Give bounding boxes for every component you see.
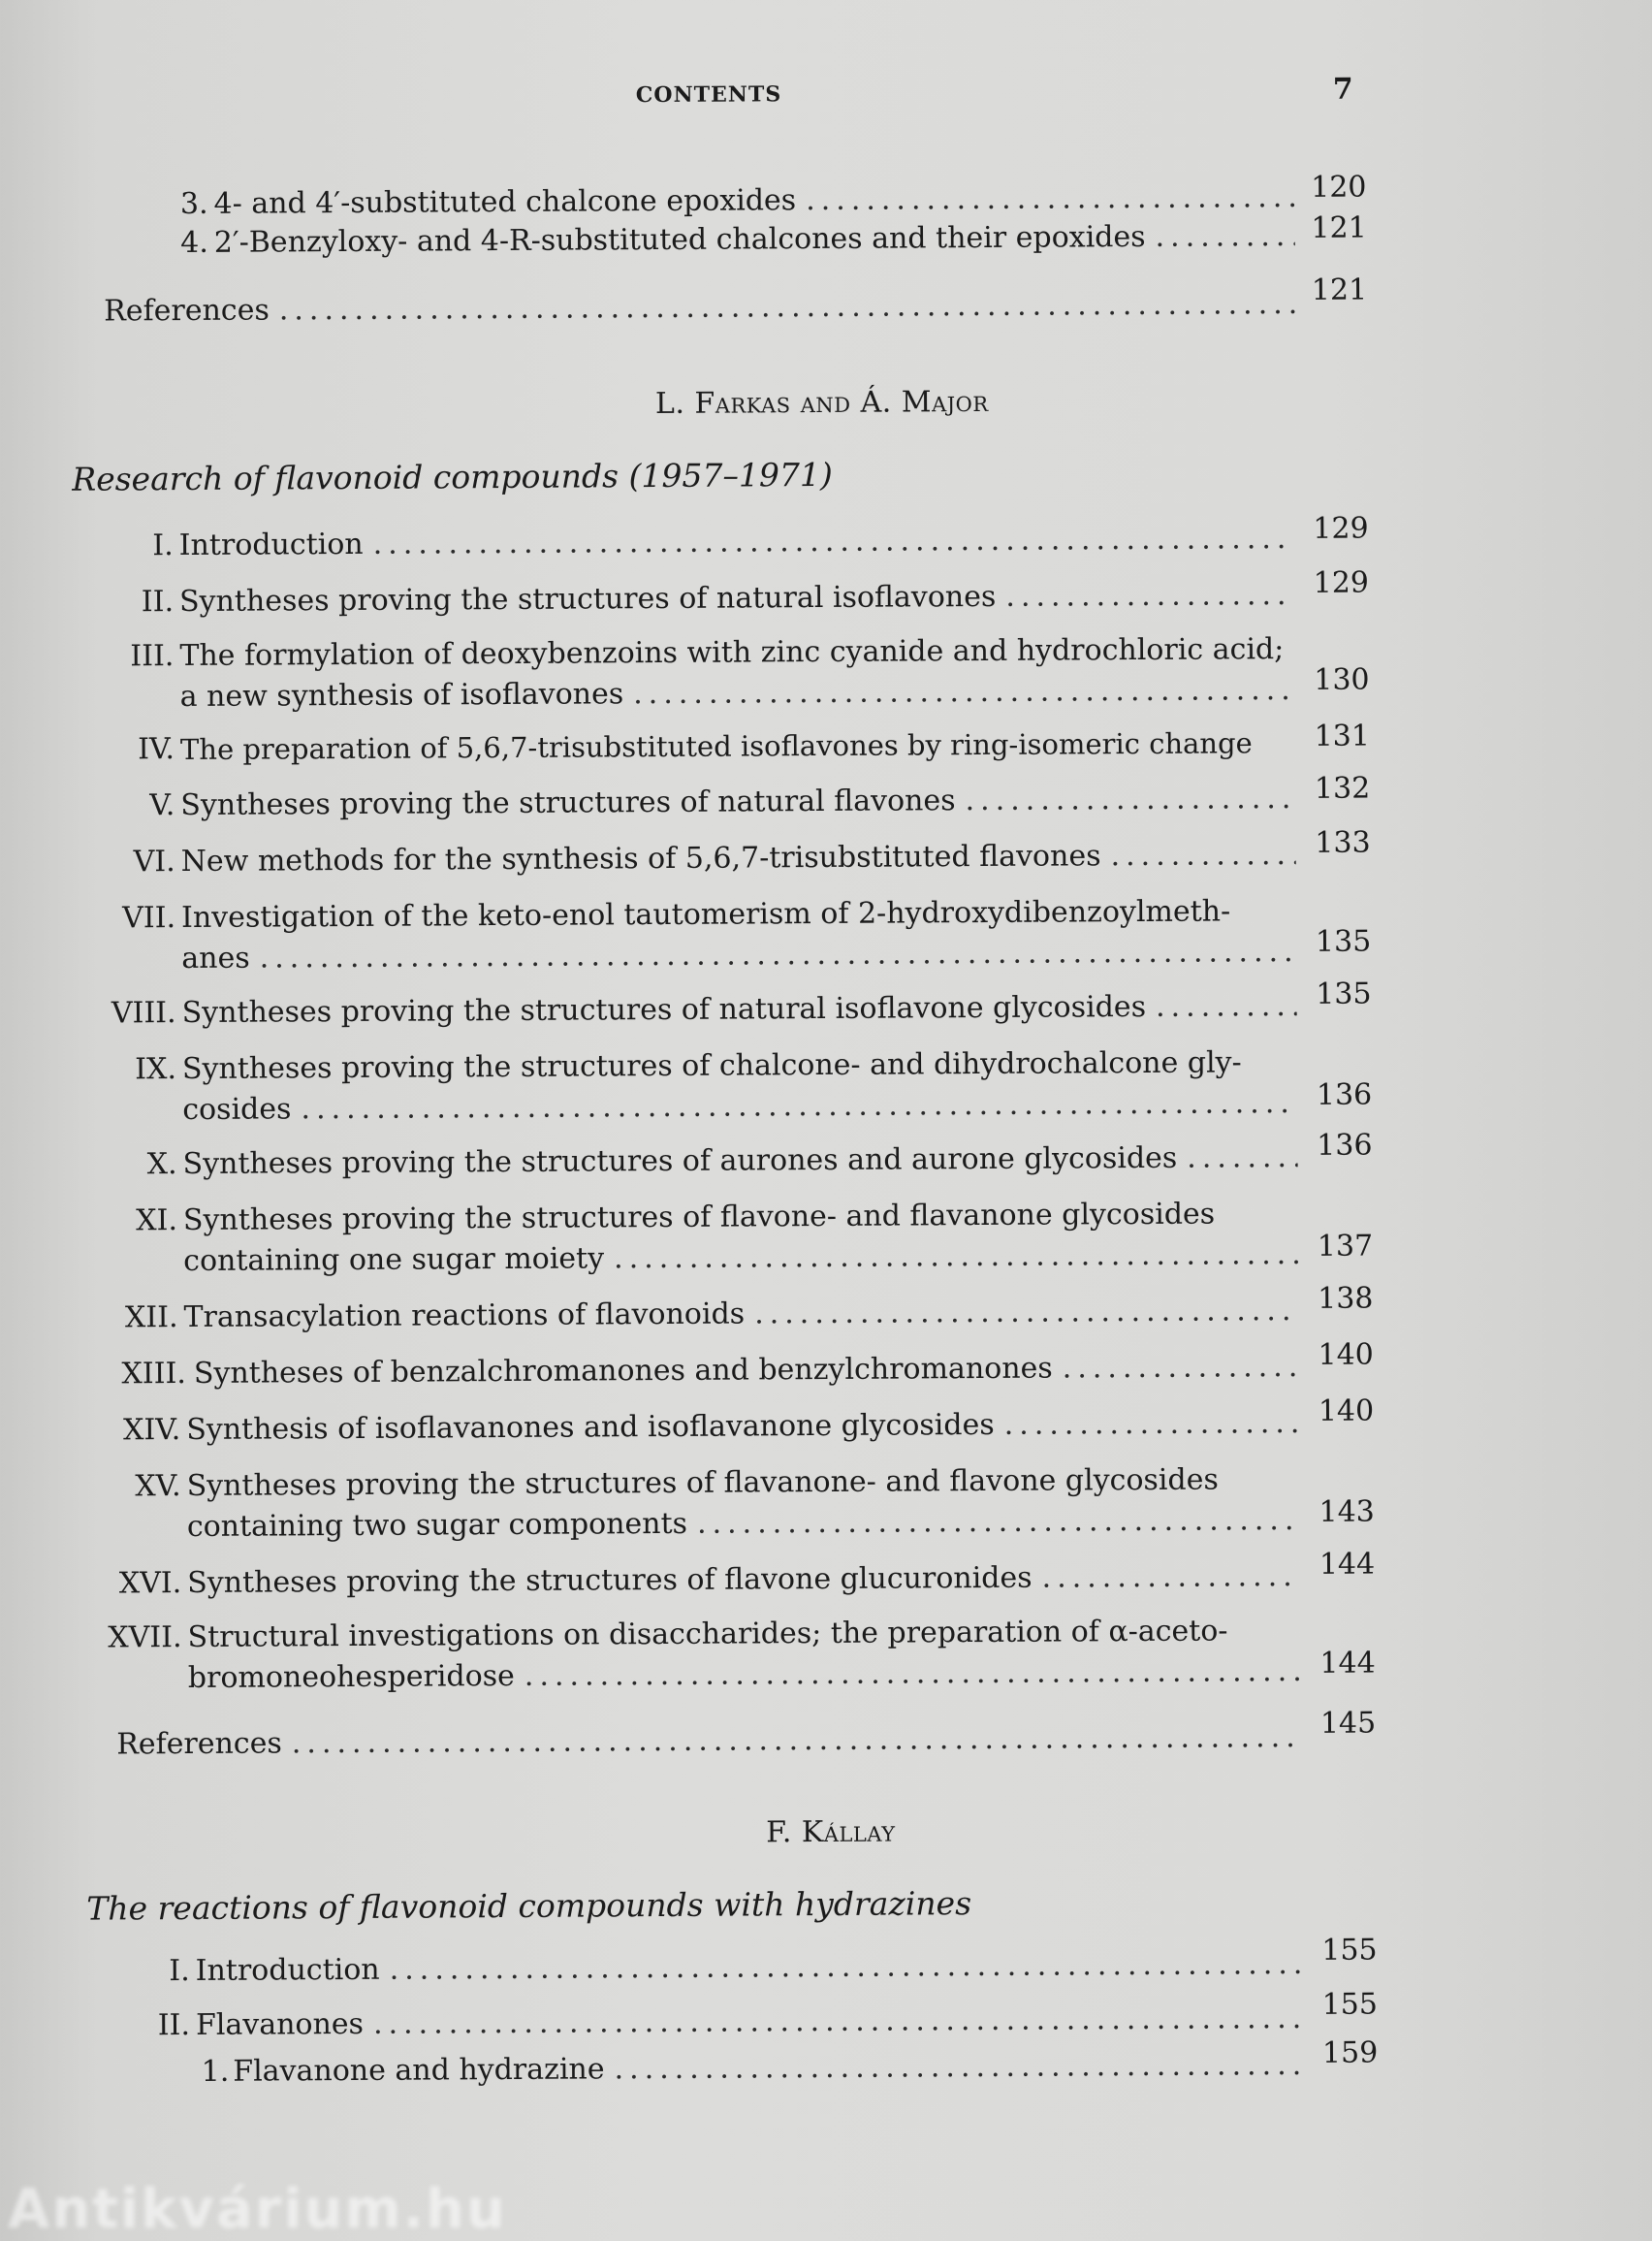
entry-page: 121 — [1311, 210, 1367, 245]
entry-number: XVII. — [108, 1620, 182, 1655]
entry-page: 143 — [1318, 1494, 1375, 1529]
leader-dots — [1155, 216, 1294, 258]
leader-dots — [260, 932, 1297, 979]
toc-entry — [3, 1457, 1652, 1545]
page-number: 7 — [1332, 72, 1353, 107]
toc-entry — [2, 1337, 1652, 1392]
entry-number: 4. — [180, 225, 208, 261]
entry-title: Syntheses proving the structures of natural isoflavone glycosides — [181, 989, 1147, 1031]
entry-page: 136 — [1316, 1077, 1373, 1112]
leader-dots — [279, 284, 1296, 331]
entry-number: XII. — [124, 1300, 178, 1335]
references-label: References — [116, 1726, 282, 1762]
entry-page: 159 — [1321, 2035, 1379, 2070]
author-heading: L. Farkas and Á. Major — [654, 384, 989, 422]
entry-number: XIII. — [121, 1357, 187, 1392]
entry-title: Transacylation reactions of flavonoids — [183, 1297, 746, 1335]
leader-dots — [754, 1291, 1299, 1334]
author-heading: F. Kállay — [766, 1814, 896, 1850]
toc-entry — [0, 511, 1649, 563]
references-entry — [4, 1706, 1652, 1762]
entry-page: 140 — [1318, 1393, 1375, 1428]
entry-number: XIV. — [122, 1413, 181, 1448]
entry-page: 129 — [1313, 565, 1370, 600]
leader-dots — [1005, 575, 1294, 618]
toc-entry — [3, 1609, 1652, 1696]
entry-page: 137 — [1317, 1229, 1374, 1264]
entry-page: 155 — [1321, 1987, 1379, 2022]
entry-title: Syntheses proving the structures of flavone glucuronides — [187, 1560, 1032, 1601]
leader-dots — [614, 1234, 1298, 1279]
watermark: Antikvárium.hu — [8, 2178, 507, 2241]
entry-page: 135 — [1315, 924, 1372, 959]
toc-entry — [6, 1987, 1652, 2043]
leader-dots — [965, 779, 1295, 821]
leader-dots — [697, 1500, 1300, 1545]
article-title: Research of flavonoid compounds (1957–1971) — [72, 455, 833, 498]
leader-dots — [1110, 835, 1295, 877]
entry-page: 120 — [1311, 170, 1367, 205]
toc-entry — [0, 719, 1650, 767]
entry-title: 2′-Benzyloxy- and 4-R-substituted chalcones and their epoxides — [213, 219, 1146, 260]
leader-dots — [1004, 1403, 1300, 1446]
leader-dots — [806, 177, 1295, 221]
leader-dots — [633, 670, 1295, 715]
entry-title: 4- and 4′-substituted chalcone epoxides — [213, 183, 797, 221]
entry-number: XV. — [135, 1469, 181, 1504]
toc-entry — [0, 1128, 1652, 1182]
entry-number: II. — [157, 2008, 191, 2043]
entry-page: 144 — [1318, 1547, 1376, 1582]
entry-title: Syntheses proving the structures of flavanone- and flavone glycosides — [186, 1462, 1219, 1504]
entry-title: Investigation of the keto-enol tautomerism of 2-hydroxydibenzoylmeth- — [180, 894, 1231, 936]
entry-number: XVI. — [118, 1566, 182, 1601]
toc-entry — [0, 976, 1651, 1031]
entry-page: 136 — [1317, 1128, 1373, 1163]
entry-number: I. — [152, 528, 174, 563]
entry-number: I. — [169, 1954, 190, 1989]
leader-dots — [292, 1717, 1302, 1764]
entry-number: 1. — [201, 2054, 230, 2089]
entry-title: Structural investigations on disaccharides; the preparation of α-aceto- — [187, 1614, 1228, 1655]
entry-title: The formylation of deoxybenzoins with zinc cyanide and hydrochloric acid; — [179, 632, 1285, 674]
entry-number: IV. — [138, 732, 175, 767]
entry-number: VII. — [122, 901, 176, 936]
entry-page: 133 — [1315, 825, 1371, 860]
entry-title-continued: cosides — [182, 1092, 292, 1128]
toc-entry — [0, 771, 1650, 823]
entry-title: Syntheses proving the structures of aurones and aurone glycosides — [182, 1140, 1178, 1182]
entry-page: 138 — [1318, 1281, 1374, 1316]
leader-dots — [1063, 1347, 1299, 1389]
toc-entry — [0, 170, 1646, 222]
toc-entry — [2, 1393, 1652, 1448]
entry-title: New methods for the synthesis of 5,6,7-trisubstituted flavones — [180, 839, 1101, 880]
leader-dots — [373, 1999, 1305, 2045]
entry-page: 131 — [1314, 719, 1371, 753]
entry-number: II. — [141, 585, 175, 620]
entry-page: 155 — [1321, 1933, 1378, 1968]
entry-page: 140 — [1318, 1337, 1374, 1372]
entry-page: 121 — [1311, 272, 1368, 307]
toc-entry — [1, 1281, 1652, 1335]
entry-title: Introduction — [178, 527, 364, 563]
entry-title-continued: containing two sugar components — [186, 1506, 688, 1545]
entry-page: 135 — [1316, 976, 1372, 1011]
toc-entry — [0, 825, 1651, 880]
entry-page: 145 — [1319, 1706, 1377, 1741]
entry-title: Syntheses proving the structures of flavone- and flavanone glycosides — [182, 1197, 1216, 1238]
running-head: CONTENTS — [635, 81, 782, 109]
entry-title: Introduction — [195, 1952, 380, 1988]
leader-dots — [301, 1083, 1297, 1130]
leader-dots — [390, 1944, 1305, 1991]
toc-entry — [6, 1933, 1652, 1989]
entry-page: 144 — [1319, 1646, 1376, 1681]
entry-title: Syntheses proving the structures of chalcone- and dihydrochalcone gly- — [181, 1045, 1242, 1087]
leader-dots — [614, 2045, 1305, 2090]
entry-number: V. — [149, 788, 175, 823]
entry-number: VI. — [133, 845, 175, 880]
entry-number: III. — [130, 639, 175, 674]
entry-number: IX. — [135, 1052, 177, 1087]
entry-title: Syntheses proving the structures of natural flavones — [180, 784, 956, 823]
entry-number: 3. — [179, 186, 208, 222]
entry-page: 132 — [1314, 771, 1371, 806]
entry-page: 130 — [1314, 662, 1370, 697]
entry-title: Syntheses of benzalchromanones and benzylchromanones — [193, 1351, 1053, 1391]
toc-entry — [1, 1192, 1652, 1279]
entry-title-continued: containing one sugar moiety — [183, 1241, 605, 1279]
entry-title: The preparation of 5,6,7-trisubstituted isoflavones by ring-isomeric change — [179, 726, 1253, 767]
leader-dots — [373, 519, 1294, 565]
references-label: References — [104, 293, 270, 329]
entry-page: 129 — [1313, 511, 1369, 546]
entry-number: XI. — [136, 1203, 178, 1238]
toc-entry — [3, 1547, 1652, 1601]
toc-entry — [0, 627, 1649, 715]
article-title: The reactions of flavonoid compounds with hydrazines — [86, 1884, 972, 1928]
leader-dots — [1156, 986, 1297, 1028]
references-entry — [0, 272, 1647, 329]
entry-title: Syntheses proving the structures of natural isoflavones — [178, 579, 997, 620]
entry-number: X. — [146, 1147, 177, 1182]
entry-title: Synthesis of isoflavanones and isoflavanone glycosides — [186, 1407, 995, 1448]
toc-entry — [0, 889, 1651, 976]
toc-entry — [0, 1040, 1652, 1128]
entry-title: Flavanones — [195, 2006, 365, 2042]
leader-dots — [1187, 1137, 1298, 1179]
entry-title-continued: bromoneohesperidose — [187, 1658, 515, 1696]
entry-number: VIII. — [111, 996, 176, 1031]
leader-dots — [1041, 1556, 1300, 1599]
entry-title-continued: anes — [181, 941, 250, 976]
toc-entry — [0, 565, 1649, 620]
entry-title: Flavanone and hydrazine — [233, 2052, 605, 2089]
entry-title-continued: a new synthesis of isoflavones — [179, 677, 624, 715]
leader-dots — [524, 1651, 1301, 1697]
